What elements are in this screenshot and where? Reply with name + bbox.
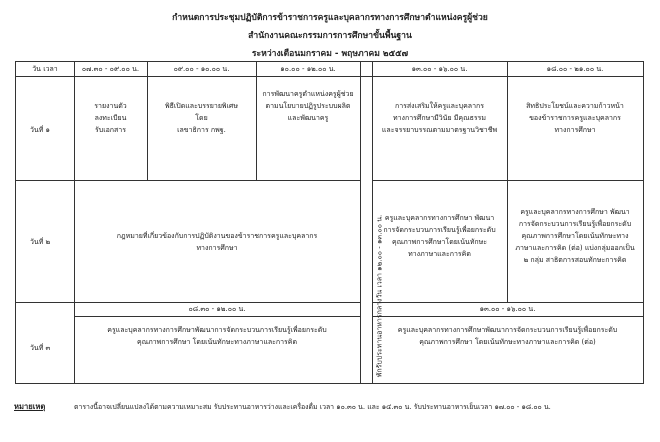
day-3-afternoon-session: ครูและบุคลากรทางการศึกษาพัฒนาการจัดกระบวนการเรียนรู้เพื่อยกระดับ คุณภาพการศึกษา โดยเน้นทักษะทางภาษาและการคิด (ต่อ): [397, 326, 618, 346]
schedule-table: [15, 61, 644, 384]
organization-name: สำนักงานคณะกรรมการการศึกษาขั้นพื้นฐาน: [248, 31, 412, 41]
day-1-teacher-development: การพัฒนาครูตำแหน่งครูผู้ช่วย ตามนโยบายปฏิรูประบบผลิต และพัฒนาครู: [262, 90, 354, 122]
note-label: หมายเหตุ: [14, 402, 46, 411]
day-3-morning-time: ๐๘.๓๐ - ๑๒.๐๐ น.: [188, 305, 246, 313]
day-1-benefits-career: สิทธิประโยชน์และความก้าวหน้า ของข้าราชการครูและบุคลากร ทางการศึกษา: [526, 102, 624, 134]
day-2-thinking-skills-groups: ครูและบุคลากรทางการศึกษา พัฒนา การจัดกระบวนการเรียนรู้เพื่อยกระดับ คุณภาพการศึกษาโดยเน้นทักษะทาง ภาษาและการคิด (ต่อ) แบ่งกลุ่มออกเป็น ๒ กลุ่ม สาธิตการสอนทักษะการคิด: [515, 208, 635, 264]
note-text: ตารางนี้อาจเปลี่ยนแปลงได้ตามความเหมาะสม รับประทานอาหารว่างและเครื่องดื่ม เวลา ๑๐.๓๐ น. และ ๑๔.๓๐ น. รับประทานอาหารเย็นเวลา ๑๗.๐๐ - ๑๘.๐๐ น.: [74, 403, 551, 411]
corner-day-time-header: วัน เวลา: [32, 65, 58, 73]
lunch-break-column: พักรับประทานอาหารกลางวัน เวลา ๑๒.๐๐ - ๑๓.๐๐ น.: [375, 214, 384, 378]
day-3-afternoon-time: ๑๓.๐๐ - ๑๖.๐๐ น.: [479, 305, 536, 313]
day-2-law-session: กฎหมายที่เกี่ยวข้องกับการปฏิบัติงานของข้าราชการครูและบุคลากร ทางการศึกษา: [116, 232, 318, 252]
time-header-3: ๑๐.๐๐ - ๑๒.๐๐ น.: [280, 65, 336, 73]
day-3-label: วันที่ ๓: [30, 344, 51, 352]
day-2-learning-process: ครูและบุคลากรทางการศึกษา พัฒนา การจัดกระบวนการเรียนรู้เพื่อยกระดับ คุณภาพการศึกษาโดยเน้นทักษะ ทางภาษาและการคิด: [383, 214, 496, 258]
document-title: กำหนดการประชุมปฏิบัติการข้าราชการครูและบุคลากรทางการศึกษาตำแหน่งครูผู้ช่วย: [172, 13, 488, 23]
day-1-registration: รายงานตัว ลงทะเบียน รับเอกสาร: [94, 102, 127, 134]
time-header-1: ๐๗.๓๐ - ๐๙.๐๐ น.: [81, 65, 140, 73]
day-3-morning-session: ครูและบุคลากรทางการศึกษาพัฒนาการจัดกระบวนการเรียนรู้เพื่อยกระดับ คุณภาพการศึกษา โดยเน้นทักษะทางภาษาและการคิด: [107, 326, 327, 346]
schedule-period: ระหว่างเดือนมกราคม - พฤษภาคม ๒๕๕๗: [251, 49, 409, 59]
day-1-opening-ceremony: พิธีเปิดและบรรยายพิเศษ โดย เลขาธิการ กพฐ.: [165, 102, 238, 134]
day-1-discipline-ethics: การส่งเสริมให้ครูและบุคลากร ทางการศึกษามีวินัย มีคุณธรรม และจรรยาบรรณตามมาตรฐานวิชาชีพ: [381, 102, 498, 134]
time-header-5: ๑๘.๐๐ - ๒๑.๐๐ น.: [546, 65, 604, 73]
day-1-label: วันที่ ๑: [30, 126, 50, 134]
time-header-4: ๑๓.๐๐ - ๑๖.๐๐ น.: [411, 65, 468, 73]
day-2-label: วันที่ ๒: [30, 238, 51, 246]
time-header-2: ๐๙.๐๐ - ๑๐.๐๐ น.: [173, 65, 230, 73]
